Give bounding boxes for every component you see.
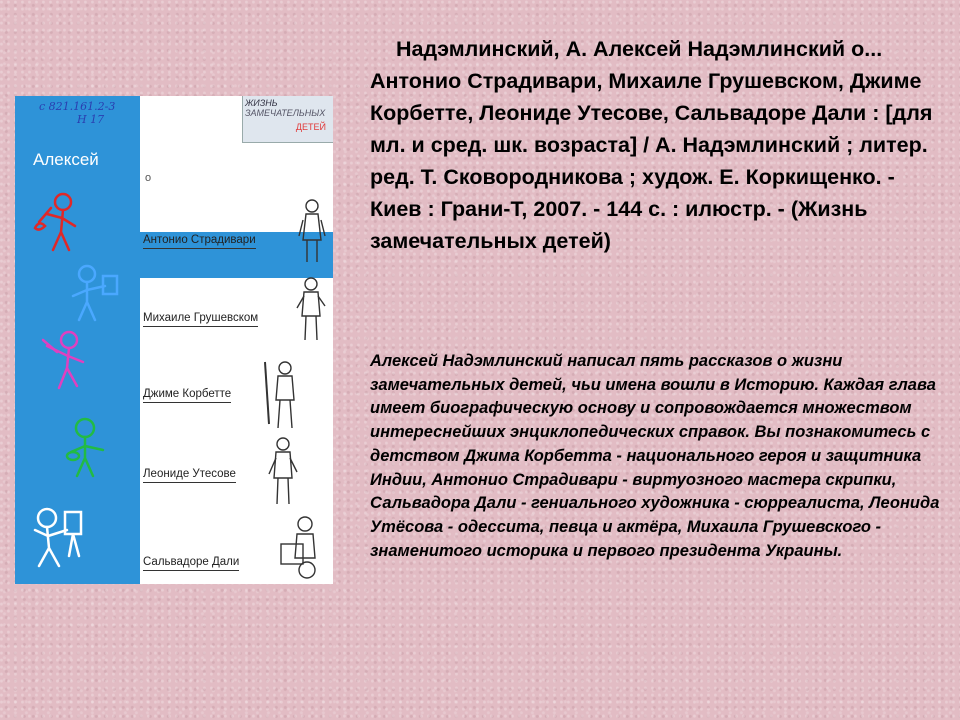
cover-preposition: о (145, 172, 152, 184)
cover-chapter-3: Джиме Корбетте (143, 388, 231, 403)
green-stick-figure-icon (59, 416, 119, 480)
white-stick-figure-icon (27, 504, 91, 570)
corbett-sketch-icon (259, 358, 299, 432)
magenta-stick-figure-icon (33, 328, 93, 392)
bibliographic-record: Надэмлинский, А. Алексей Надэмлинский о... Антонио Страдивари, Михаиле Грушевском, Джиме Корбетте, Леониде Утесове, Сальвадоре Дали : [для мл. и сред. шк. возраста] / А. Надэмлинский ; литер. ред. Т. Сковородникова ; худож. Е. Коркищенко. - Киев : Грани-Т, 2007. - 144 с. : илюстр. - (Жизнь замечательных детей) (370, 37, 933, 253)
series-logo (242, 96, 333, 143)
blue-stick-figure-icon (65, 262, 125, 324)
series-line-3: ДЕТЕЙ (295, 122, 326, 132)
cover-author-last-name: Надэмлинский (143, 146, 293, 169)
cover-chapter-2: Михаиле Грушевском (143, 312, 258, 327)
red-stick-figure-icon (25, 188, 85, 258)
grushevsky-sketch-icon (295, 274, 327, 344)
cover-author-first-name: Алексей (33, 150, 99, 169)
book-cover-image (15, 96, 333, 584)
series-line-2: ЗАМЕЧАТЕЛЬНЫХ (245, 108, 326, 118)
book-annotation: Алексей Надэмлинский написал пять рассказов о жизни замечательных детей, чьи имена вошли в Историю. Каждая глава имеет биографическую основу и сопровождается множеством интереснейших энциклопедических справок. Вы познакомитесь с детством Джима Корбетта - национального героя и защитника Индии, Антонио Страдивари - виртуозного мастера скрипки, Сальвадора Дали - гениального художника - сюрреалиста, Леонида Утёсова - одессита, певца и актёра, Михаила Грушевского - знаменитого историка и первого президента Украины. (370, 352, 940, 560)
cover-chapter-4: Леониде Утесове (143, 468, 236, 483)
shelfmark-line-2: Н 17 (77, 113, 105, 126)
dali-sketch-icon (277, 514, 327, 580)
shelfmark-line-1: с 821.161.2-3 (39, 100, 116, 113)
library-shelfmark (39, 100, 115, 126)
cover-chapter-1: Антонио Страдивари (143, 234, 256, 249)
cover-chapter-5: Сальвадоре Дали (143, 556, 239, 571)
utesov-sketch-icon (265, 434, 301, 508)
stradivari-sketch-icon (297, 196, 327, 266)
series-line-1: ЖИЗНЬ (245, 98, 278, 108)
